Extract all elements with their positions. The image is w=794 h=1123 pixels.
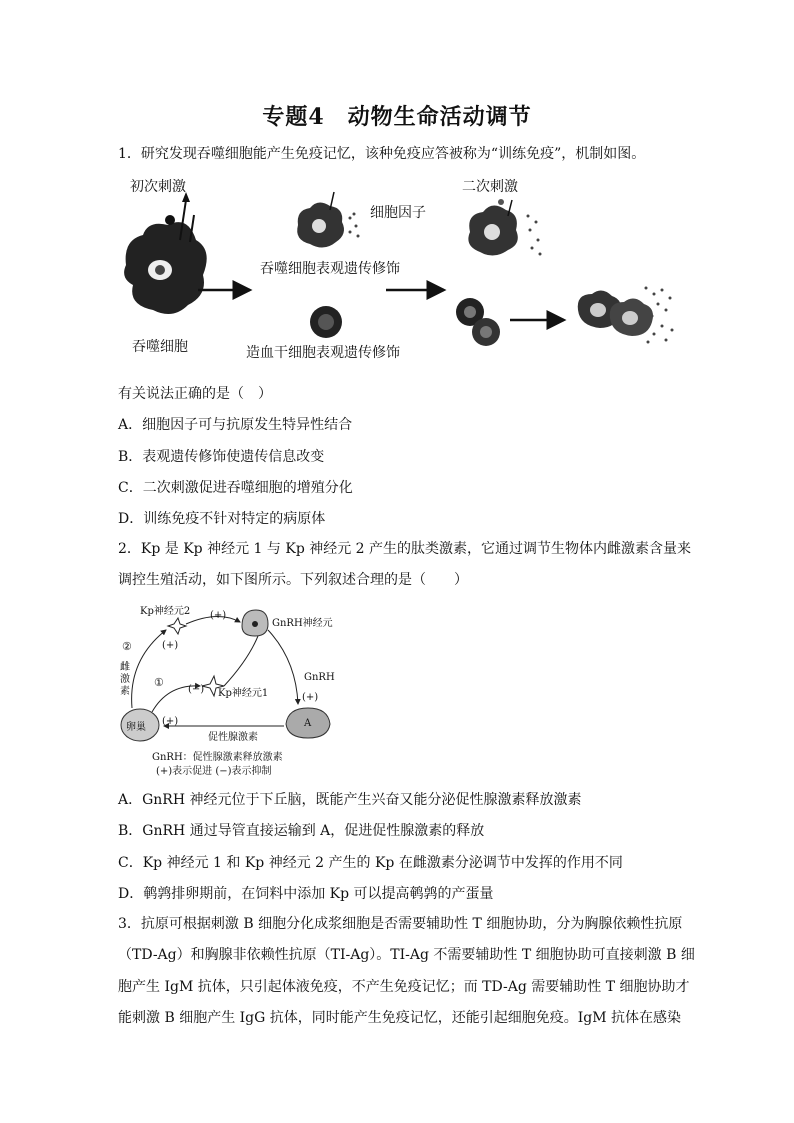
q2-option-b: B．GnRH 通过导管直接运输到 A，促进促性腺激素的释放 <box>118 823 485 839</box>
circle-1-label: ① <box>154 676 164 689</box>
fsh-label: 促性腺激素 <box>208 732 258 743</box>
plus-left-label: (+) <box>162 640 179 651</box>
gnrh-neuron-label: GnRH神经元 <box>272 618 333 629</box>
minus-label: (−) <box>188 684 205 695</box>
q1-figure <box>118 170 688 370</box>
q2-option-a: A．GnRH 神经元位于下丘脑，既能产生兴奋又能分泌促性腺激素释放激素 <box>118 792 582 808</box>
q3-line-4: 能刺激 B 细胞产生 IgG 抗体，同时能产生免疫记忆，还能引起细胞免疫。IgM 抗体在感染 <box>118 1010 682 1026</box>
kp-neuron-2-icon <box>168 618 186 634</box>
estrogen-label: 雌激素 <box>120 662 130 697</box>
a-gland-label: A <box>304 718 312 729</box>
q2-stem-line-1: 2．Kp 是 Kp 神经元 1 与 Kp 神经元 2 产生的肽类激素，它通过调节生物体内雌激素含量来 <box>118 541 692 557</box>
plus-top-label: (+) <box>210 610 227 621</box>
q1-option-b: B．表观遗传修饰使遗传信息改变 <box>118 449 325 465</box>
circle-2-label: ② <box>122 640 132 653</box>
plus-right-label: (+) <box>302 692 319 703</box>
q3-line-3: 胞产生 IgM 抗体，只引起体液免疫，不产生免疫记忆；而 TD-Ag 需要辅助性 T 细胞协助才 <box>118 979 690 995</box>
q2-stem-line-2: 调控生殖活动，如下图所示。下列叙述合理的是（ ） <box>118 572 468 588</box>
second-cytokine-dots-icon <box>527 215 542 256</box>
q1-second-stimulus-label: 二次刺激 <box>462 179 518 195</box>
kp-neuron-2-label: Kp神经元2 <box>140 606 191 617</box>
legend-line-1: GnRH：促性腺激素释放激素 <box>152 752 283 763</box>
q3-line-1: 3．抗原可根据刺激 B 细胞分化成浆细胞是否需要辅助性 T 细胞协助，分为胸腺依赖性抗原 <box>118 916 683 932</box>
hematopoietic-stem-cell-icon <box>310 306 342 338</box>
q1-option-a: A．细胞因子可与抗原发生特异性结合 <box>118 417 353 433</box>
q3-line-2: （TD-Ag）和胸腺非依赖性抗原（TI-Ag）。TI-Ag 不需要辅助性 T 细胞协助可直接刺激 B 细 <box>118 947 695 963</box>
gnrh-label: GnRH <box>304 672 335 683</box>
q1-option-c: C．二次刺激促进吞噬细胞的增殖分化 <box>118 480 353 496</box>
q2-option-c: C．Kp 神经元 1 和 Kp 神经元 2 产生的 Kp 在雌激素分泌调节中发挥的作用不同 <box>118 855 623 871</box>
phagocyte-cell-icon <box>124 192 207 314</box>
ovary-label: 卵巢 <box>126 722 146 733</box>
differentiated-phagocytes-icon <box>578 290 653 336</box>
plus-ovary-label: (+) <box>162 716 179 727</box>
dividing-cells-icon <box>456 298 500 346</box>
q2-figure <box>118 600 358 778</box>
small-phagocyte-icon <box>297 192 344 248</box>
kp-neuron-1-label: Kp神经元1 <box>218 688 269 699</box>
q1-phagocyte-epigenetic-label: 吞噬细胞表观遗传修饰 <box>260 261 400 277</box>
second-phagocyte-icon <box>468 199 517 256</box>
q1-hsc-epigenetic-label: 造血干细胞表观遗传修饰 <box>246 345 400 361</box>
q2-option-d: D．鹌鹑排卵期前，在饲料中添加 Kp 可以提高鹌鹑的产蛋量 <box>118 886 494 902</box>
q1-stem: 1．研究发现吞噬细胞能产生免疫记忆，该种免疫应答被称为“训练免疫”，机制如图。 <box>118 146 646 162</box>
cytokine-dots-icon <box>349 213 360 238</box>
q1-first-stimulus-label: 初次刺激 <box>130 179 186 195</box>
q1-phagocyte-label: 吞噬细胞 <box>132 339 188 355</box>
q1-prompt: 有关说法正确的是（ ） <box>118 386 272 402</box>
gnrh-neuron-icon <box>242 610 268 636</box>
page-title: 专题4 动物生命活动调节 <box>262 104 532 130</box>
q1-option-d: D．训练免疫不针对特定的病原体 <box>118 511 326 527</box>
q1-cytokine-label: 细胞因子 <box>370 205 426 221</box>
legend-line-2: (+)表示促进 (−)表示抑制 <box>156 766 272 777</box>
q1-figure-drawing <box>118 170 688 370</box>
